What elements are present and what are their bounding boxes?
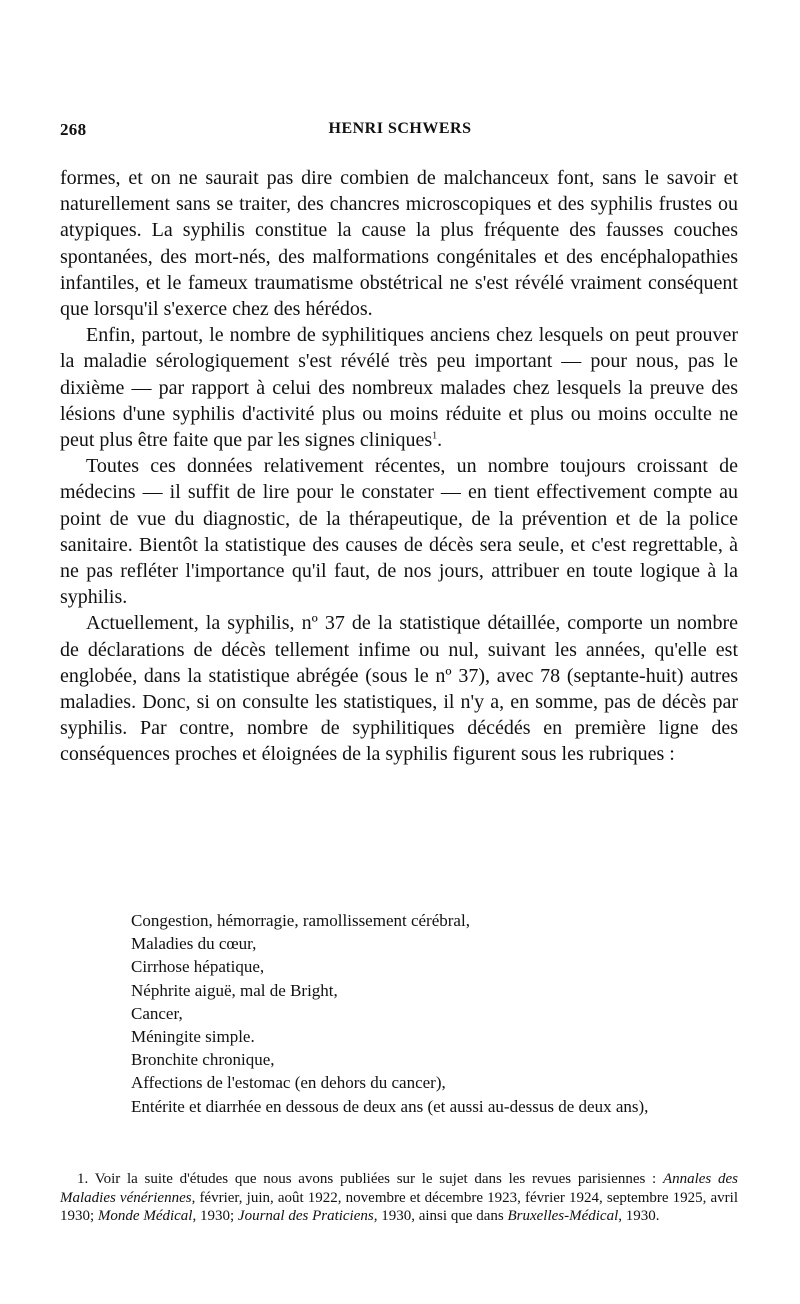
journal-title: Bruxelles-Médical <box>507 1208 619 1224</box>
journal-title: Monde Médical <box>97 1208 193 1224</box>
paragraph-1: formes, et on ne saurait pas dire combien de malchanceux font, sans le savoir et naturellement sans se traiter, des chancres microscopiques et des syphilis frustes ou atypiques. La syphilis constitue la cause la plus fréquente des fausses couches spontanées, des mort-nés, des malformations congénitales et des encéphalopathies infantiles, et le fameux traumatisme obstétrical ne s'est révélé vraiment conséquent que lorsqu'il s'exerce chez des hérédos. <box>60 167 738 321</box>
running-title: HENRI SCHWERS <box>328 120 472 137</box>
footnote-text-e: , 1930. <box>618 1208 660 1224</box>
footnote-text-a: Voir la suite d'études que nous avons publiées sur le sujet dans les revues parisiennes : <box>94 1171 663 1187</box>
page-number: 268 <box>60 120 87 139</box>
paragraph-3: Toutes ces données relativement récentes, un nombre toujours croissant de médecins — il suffit de lire pour le constater — en tient effectivement compte au point de vue du diagnostic, de la thérapeutique, de la prévention et de la police sanitaire. Bientôt la statistique des causes de décès sera seule, et c'est regrettable, à ne pas refléter l'importance qu'il faut, de nos jours, attribuer en toute logique à la syphilis. <box>60 455 738 609</box>
paragraph-4: Actuellement, la syphilis, nº 37 de la statistique détaillée, comporte un nombre de déclarations de décès tellement infime ou nul, suivant les années, qu'elle est englobée, dans la statistique abrégée (sous le nº 37), avec 78 (septante-huit) autres maladies. Donc, si on consulte les statistiques, il n'y a, en somme, pas de décès par syphilis. Par contre, nombre de syphilitiques décédés en première ligne des conséquences proches et éloignées de la syphilis figurent sous les rubriques : <box>60 612 738 766</box>
list-item: Méningite simple. <box>131 1027 255 1047</box>
list-item: Maladies du cœur, <box>131 934 257 954</box>
list-item: Affections de l'estomac (en dehors du cancer), <box>131 1073 446 1093</box>
footnote-text-b: , février, juin, août 1922, novembre et décembre 1923, février 1924, septembre 1925, avril 1930; <box>60 1189 738 1224</box>
footnotes <box>60 1170 738 1226</box>
footnote-1 <box>60 1170 738 1226</box>
footnote-reference[interactable]: 1 <box>432 430 438 442</box>
body-text <box>60 165 738 768</box>
list-item: Néphrite aiguë, mal de Bright, <box>131 980 338 1000</box>
list-item: Cirrhose hépatique, <box>131 957 265 977</box>
journal-title: Journal des Praticiens <box>237 1208 374 1224</box>
footnote-text-d: , 1930, ainsi que dans <box>373 1208 508 1224</box>
list-item: Bronchite chronique, <box>131 1050 275 1070</box>
paragraph-2 <box>60 322 738 453</box>
running-head <box>60 120 740 144</box>
footnote-text-c: , 1930; <box>192 1208 238 1224</box>
list-item: Cancer, <box>131 1003 183 1023</box>
journal-title: Annales des Maladies vénériennes <box>60 1171 738 1206</box>
list-item: Entérite et diarrhée en dessous de deux ans (et aussi au-dessus de deux ans), <box>131 1096 649 1116</box>
list-item: Congestion, hémorragie, ramollissement cérébral, <box>131 911 470 930</box>
paragraph-2-text: Enfin, partout, le nombre de syphilitiques anciens chez lesquels on peut prouver la maladie sérologiquement s'est révélé très peu important — pour nous, pas le dixième — par rapport à celui des nombreux malades chez lesquels la preuve des lésions d'une syphilis d'activité plus ou moins réduite et plus ou moins occulte ne peut plus être faite que par les signes cliniques <box>60 324 738 452</box>
footnote-marker: 1. <box>77 1171 89 1187</box>
paragraph-2-end: . <box>437 429 443 452</box>
rubriques-list <box>131 909 737 1118</box>
